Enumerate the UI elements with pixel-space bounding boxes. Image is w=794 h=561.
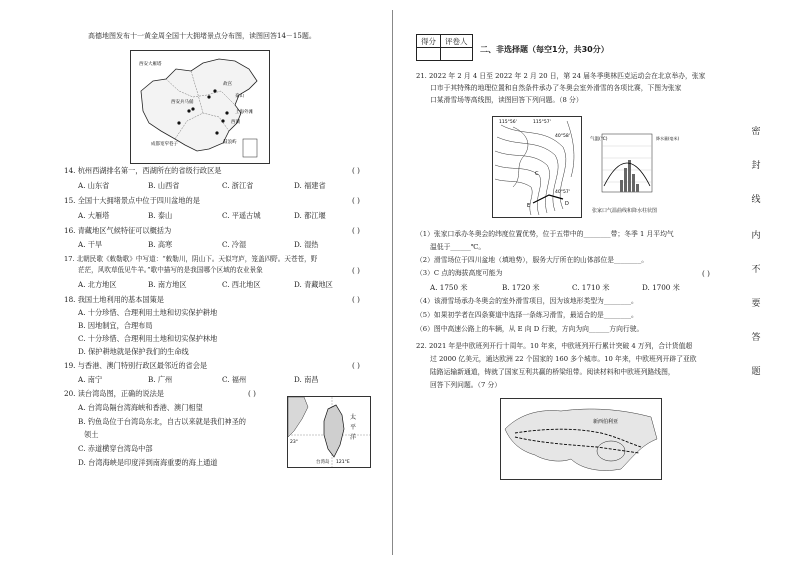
map-label-7: 西安兵马俑 [171, 100, 194, 105]
q21-sub2: （2）滑雪场位于四川盆地（填地势），服务大厅所在的山体部位是________。 [416, 256, 649, 264]
q16-answer-paren[interactable]: ( ) [352, 226, 360, 235]
grader-header: 评卷人 [441, 35, 473, 48]
railway-map-svg [501, 399, 661, 479]
section-title: 二、非选择题（每空1分，共30分） [480, 45, 609, 54]
q19-stem: 19. 与香港、澳门特别行政区最邻近的省会是 [64, 361, 208, 370]
contour-point-e: E [527, 203, 531, 209]
taiwan-label-5: 23° [290, 440, 298, 445]
q19-option-a[interactable]: A. 南宁 [78, 375, 103, 384]
map-label-3: 鼓浪屿 [223, 140, 237, 145]
q20-answer-paren[interactable]: ( ) [248, 389, 256, 398]
q19-option-b[interactable]: B. 广州 [148, 375, 173, 384]
q17-option-b[interactable]: B. 南方地区 [148, 280, 187, 289]
taiwan-label-3: 洋 [350, 434, 357, 441]
contour-map-svg [493, 117, 581, 217]
q22-line3: 陆路运输新通道，铸就了国家互利共赢的桥梁纽带。阅读材料和中欧班列路线图， [430, 368, 675, 376]
taiwan-map [287, 396, 371, 468]
q18-stem: 18. 我国土地利用的基本国策是 [64, 295, 164, 304]
q17-option-c[interactable]: C. 西北地区 [222, 280, 261, 289]
binding-word-3: 线 [751, 195, 761, 205]
score-table [416, 34, 473, 61]
q19-option-c[interactable]: C. 福州 [222, 375, 247, 384]
map-intro: 高德地图发布十一黄金周全国十大拥堵景点分布图，读图回答14－15题。 [88, 32, 316, 40]
contour-coord-3: 40°58' [555, 134, 570, 139]
climate-ylabel-right: 降水量(毫米) [656, 136, 680, 141]
binding-word-6: 要 [751, 299, 761, 309]
q21-sub3-paren[interactable]: ( ) [702, 269, 710, 278]
china-attractions-map [130, 50, 270, 164]
binding-word-8: 题 [751, 367, 761, 377]
q19-option-d[interactable]: D. 南昌 [294, 375, 319, 384]
map-label-8: 泰山 [235, 94, 244, 99]
q20-option-b-cont: 领土 [84, 430, 99, 439]
q16-option-b[interactable]: B. 高寒 [148, 240, 173, 249]
q16-option-a[interactable]: A. 干旱 [78, 240, 103, 249]
taiwan-label-2: 平 [350, 424, 357, 431]
contour-coord-1: 115°56' [499, 120, 517, 125]
q21-sub3-option-c[interactable]: C. 1710 米 [572, 283, 610, 292]
taiwan-map-svg [288, 397, 370, 467]
precip-bars [620, 160, 639, 192]
map-label-5: 上海外滩 [235, 110, 253, 115]
taiwan-label-6: 121°E [336, 460, 350, 465]
contour-point-c: C [535, 171, 539, 177]
q15-option-c[interactable]: C. 平遥古城 [222, 211, 261, 220]
q21-intro-line2: 口市于其特殊的地理位置和自然条件承办了冬奥会室外滑雪的各项比赛，下图为张家 [430, 84, 682, 92]
climate-chart-caption: 张家口气温曲线和降水柱状图 [592, 208, 658, 214]
q21-sub3-option-b[interactable]: B. 1720 米 [502, 283, 540, 292]
q16-option-d[interactable]: D. 湿热 [294, 240, 319, 249]
q18-option-c[interactable]: C. 十分珍惜、合理利用土地和切实保护林地 [78, 334, 218, 343]
binding-word-5: 不 [751, 265, 761, 275]
binding-word-2: 封 [751, 161, 761, 171]
south-sea-inset [243, 139, 257, 157]
q17-stem-line1: 17. 北朝民歌《敕勒歌》中写道：“敕勒川，阴山下。天似穹庐，笼盖四野。天苍苍，野 [64, 255, 318, 263]
binding-word-7: 答 [751, 333, 761, 343]
q21-sub3-option-a[interactable]: A. 1750 米 [430, 283, 468, 292]
q21-intro-line1: 21. 2022 年 2 月 4 日至 2022 年 2 月 20 日，第 24 届冬季奥林匹克运动会在北京举办，张家 [416, 72, 706, 80]
q16-option-c[interactable]: C. 冷湿 [222, 240, 247, 249]
map-label-1: 西安大雁塔 [139, 62, 162, 67]
china-europe-railway-map [500, 398, 662, 480]
contour-coord-2: 115°57' [533, 120, 551, 125]
q15-option-d[interactable]: D. 都江堰 [294, 211, 326, 220]
ski-resort-contour-map [492, 116, 582, 218]
q22-line2: 过 2000 亿美元，通达欧洲 22 个国家的 160 多个城市。10 年来，中欧班列开辟了亚欧 [430, 355, 697, 363]
contour-point-d: D [565, 201, 569, 207]
china-map-svg [131, 51, 269, 163]
q14-option-d[interactable]: D. 福建省 [294, 181, 326, 190]
q15-answer-paren[interactable]: ( ) [352, 196, 360, 205]
q16-stem: 16. 青藏地区气候特征可以概括为 [64, 226, 172, 235]
q20-option-b[interactable]: B. 钓鱼岛位于台湾岛东北，自古以来就是我们神圣的 [78, 417, 246, 426]
q14-option-a[interactable]: A. 山东省 [78, 181, 110, 190]
q17-option-a[interactable]: A. 北方地区 [78, 280, 117, 289]
q18-option-b[interactable]: B. 因地制宜，合理布局 [78, 321, 153, 330]
q17-option-d[interactable]: D. 青藏地区 [294, 280, 333, 289]
q21-sub3: （3）C 点的海拔高度可能为 [416, 269, 503, 277]
q19-answer-paren[interactable]: ( ) [352, 361, 360, 370]
q14-option-c[interactable]: C. 浙江省 [222, 181, 254, 190]
q21-sub1-line2: 温低于______℃。 [430, 243, 486, 251]
q21-sub3-option-d[interactable]: D. 1700 米 [642, 283, 680, 292]
railway-label-novosibirsk: 新西伯利亚 [593, 419, 619, 425]
score-header: 得分 [417, 35, 441, 48]
q14-option-b[interactable]: B. 山西省 [148, 181, 180, 190]
q21-sub4: （4）该滑雪场承办冬奥会的室外滑雪项目，因为该地形类型为________。 [416, 297, 638, 305]
taiwan-island-shape [324, 405, 344, 457]
taiwan-label-4: 台湾岛 [316, 460, 330, 465]
grader-cell[interactable] [441, 48, 473, 61]
q18-answer-paren[interactable]: ( ) [352, 295, 360, 304]
map-label-2: 西湖 [231, 120, 240, 125]
q21-intro-line3: 口某滑雪场等高线图，读图回答下列问题。（8 分） [430, 96, 583, 104]
taiwan-label-1: 太 [350, 414, 357, 421]
q20-stem: 20. 读台湾岛图，正确的说法是 [64, 389, 164, 398]
q21-sub1-line1: （1）张家口承办冬奥会的纬度位置优势，位于五带中的________带；冬季 1 月平均气 [416, 230, 674, 238]
q20-option-d[interactable]: D. 台湾海峡是印度洋到南海重要的海上通道 [78, 458, 218, 467]
binding-word-1: 密 [751, 127, 761, 137]
binding-word-4: 内 [751, 231, 761, 241]
q18-option-a[interactable]: A. 十分珍惜、合理利用土地和切实保护耕地 [78, 308, 218, 317]
q22-line1: 22. 2021 年是中欧班列开行十周年。10 年来，中欧班列开行累计突破 4 万列，合计货值超 [416, 342, 693, 350]
q21-sub5: （5）如果初学者在四条赛道中选择一条练习滑雪，最适合的是________。 [416, 311, 638, 319]
q22-line4: 回答下列问题。（7 分） [430, 381, 502, 389]
eurasia-landmass [505, 409, 657, 471]
climate-chart-svg [590, 130, 680, 206]
q21-sub6: （6）图中高速公路上的车辆，从 E 向 D 行驶，方向为向______方向行驶。 [416, 325, 644, 333]
page-fold [392, 10, 393, 555]
q14-answer-paren[interactable]: ( ) [352, 166, 360, 175]
q15-stem: 15. 全国十大拥堵景点中位于四川盆地的是 [64, 196, 200, 205]
q15-option-b[interactable]: B. 泰山 [148, 211, 173, 220]
q14-stem: 14. 杭州西湖排名第一，西湖所在的省级行政区是 [64, 166, 222, 175]
contour-coord-4: 40°57' [555, 190, 570, 195]
climate-chart [590, 130, 680, 206]
q17-answer-paren[interactable]: ( ) [352, 266, 360, 275]
climate-ylabel-left: 气温(℃) [590, 137, 608, 142]
map-label-6: 故宫 [223, 82, 232, 87]
q18-option-d[interactable]: D. 保护耕地就是保护我们的生命线 [78, 347, 189, 356]
score-cell[interactable] [417, 48, 441, 61]
q15-option-a[interactable]: A. 大雁塔 [78, 211, 110, 220]
q17-stem-line2: 茫茫，风吹草低见牛羊。”歌中描写的是我国哪个区域的农业景象 [78, 266, 263, 274]
china-outline [141, 59, 257, 151]
map-label-4: 成都宽窄巷子 [151, 142, 178, 147]
q20-option-c[interactable]: C. 赤道横穿台湾岛中部 [78, 444, 153, 453]
q20-option-a[interactable]: A. 台湾岛隔台湾海峡和香港、澳门相望 [78, 403, 203, 412]
